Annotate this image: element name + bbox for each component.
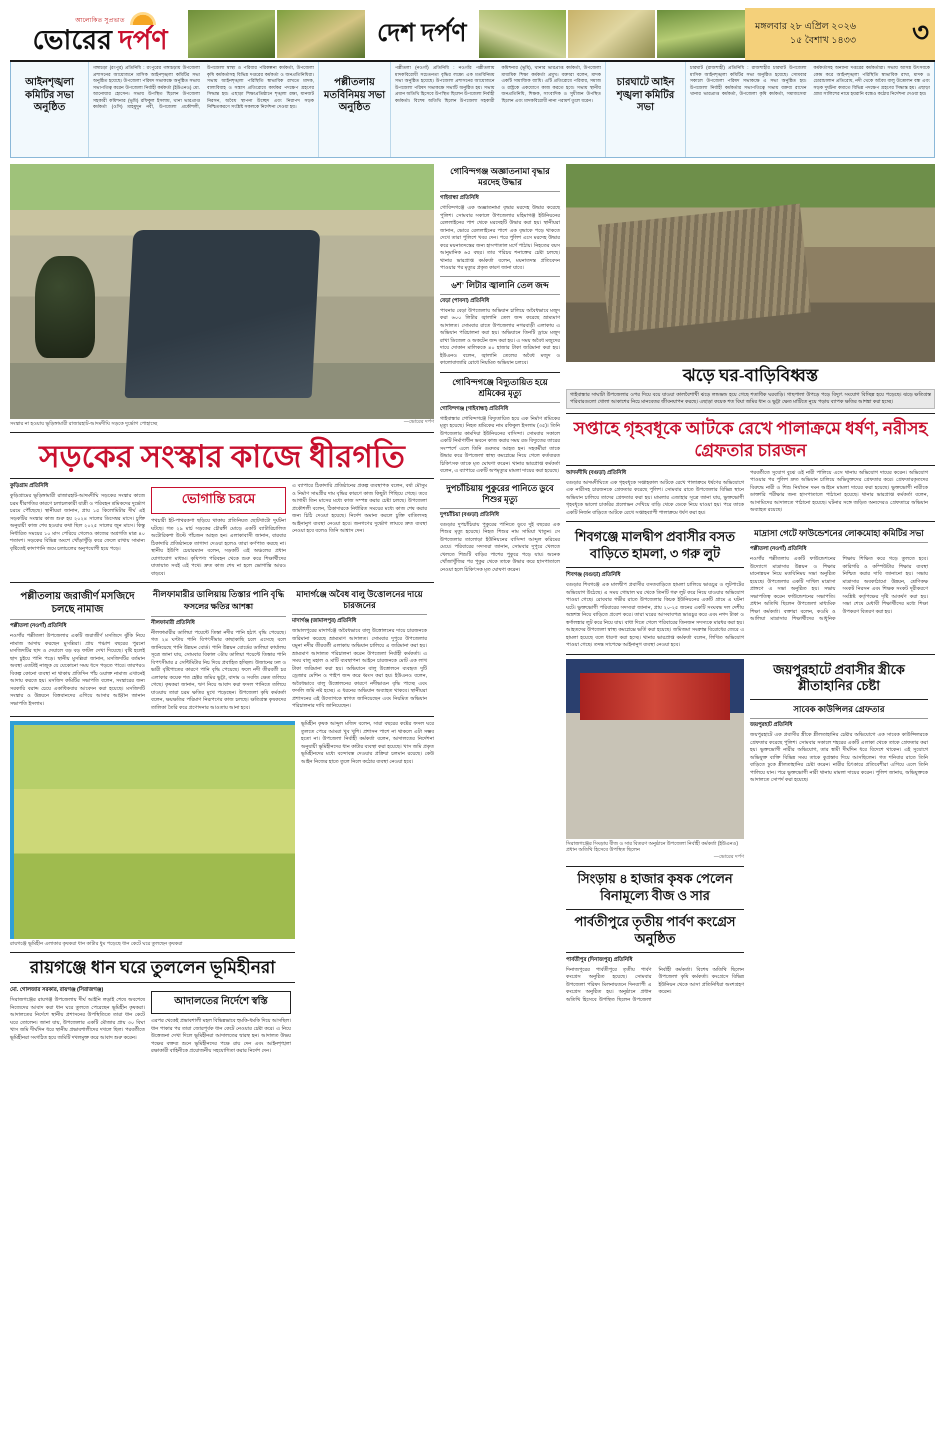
column-left — [10, 164, 434, 1056]
left-sub-stories — [10, 587, 434, 712]
sand-headline: মাদার্গঞ্জে অবৈধ বালু উত্তোলনের দায়ে চারজনের — [296, 589, 423, 611]
strip-photo-4 — [568, 10, 655, 58]
rape-story-body — [566, 470, 935, 518]
seed-photo-block — [566, 659, 744, 1005]
gobindaganj-body-byline: গাইবান্ধা প্রতিনিধি — [440, 195, 479, 202]
harvest-col3-block — [301, 721, 434, 1056]
strip-photo-2 — [277, 10, 364, 58]
section-title: দেশ দর্পণ — [376, 19, 467, 47]
strip-photo-5 — [657, 10, 744, 58]
teesta-byline: নীলফামারী প্রতিনিধি — [151, 619, 195, 626]
harvest-col1: সিরাজগঞ্জের রায়গঞ্জ উপজেলায় দীর্ঘ আইনি লড়াই শেষে অবশেষে নিজেদের আবাদ করা ধান ঘরে তুলতে পেরেছেন ভূমিহীন কৃষকরা। আদালতের নির্দেশে স্থানীয় প্রশাসনের উপস্থিতিতে তারা ধান কেটে ঘরে তোলেন। জানা যায়, উপজেলার একটি মৌজার প্রায় ৩০ বিঘা খাস জমি দীর্ঘদিন ধরে স্থানীয় প্রভাবশালীদের দখলে ছিল। পরবর্তীতে ভূমিহীনরা সংগঠিত হয়ে জমিটি দখলমুক্ত করে আবাদ শুরু করেন। — [10, 997, 145, 1041]
road-story-col2: পথচারী ইট-পাথরকণা ছড়িয়ে থাকায় প্রতিনিয়ত ছোটখাটো দুর্ঘটনা ঘটছে। গত ২৯ মার্চ সড়কের চৌরঙ্গী মোড়ে একটি ব্যাটারিচালিত অটোরিকশা উল্টে পাঁচজন আহত হন। এলাকাবাসী জানান, বারবার ঠিকাদারি প্রতিষ্ঠানকে তাগাদা দেওয়া হলেও তারা কর্ণপাত করছে না। স্থানীয় ইউপি চেয়ারম্যান বলেন, সড়কটি এই অঞ্চলের প্রধান যোগাযোগ মাধ্যম। কৃষিপণ্য পরিবহন থেকে শুরু করে শিক্ষার্থীদের যাতায়াত সবই এই পথে। দ্রুত কাজ শেষ না হলে ভোগান্তি আরও বাড়বে। — [151, 518, 286, 577]
pond-byline: দুপচাঁচিয়া (বগুড়া) প্রতিনিধি — [440, 511, 499, 518]
harvest-photo — [10, 721, 295, 939]
congress-headline: পার্বতীপুরে তৃতীয় পার্বণ কংগ্রেস অনুষ্ঠিত — [574, 913, 736, 946]
rape-story-col2: পরবর্তীতে সুযোগ বুঝে ওই নারী পালিয়ে এসে থানায় অভিযোগ দায়ের করেন। অভিযোগ পাওয়ার পর পুলিশ দ্রুত অভিযান চালিয়ে অভিযুক্তদের গ্রেফতার করে। গ্রেফতারকৃতদের বিরুদ্ধে নারী ও শিশু নির্যাতন দমন আইনে মামলা দায়ের করা হয়েছে। ভুক্তভোগী নারীকে ডাক্তারি পরীক্ষার জন্য হাসপাতালে পাঠানো হয়েছে। থানার ভারপ্রাপ্ত কর্মকর্তা বলেন, আসামিদের আদালতে পাঠানো হয়েছে। ঘটনার সঙ্গে জড়িত অন্যদেরও গ্রেফতারে অভিযান অব্যাহত রয়েছে। — [750, 469, 928, 514]
joypurhat-headline: জয়পুরহাটে প্রবাসীর স্ত্রীকে শ্লীতাহানির চেষ্টা — [773, 661, 905, 694]
brief-body-3 — [686, 62, 934, 157]
electrocution-body: গাইবান্ধার গোবিন্দগঞ্জে বিদ্যুতায়িত হয়ে এক নির্মাণ শ্রমিকের মৃত্যু হয়েছে। নিহত শ্রমিকের নাম রফিকুল ইসলাম (৩৫)। তিনি উপজেলার কামদিয়া ইউনিয়নের বাসিন্দা। সোমবার সকালে একটি নির্মাণাধীন ভবনে কাজ করার সময় রড বিদ্যুতের তারের সংস্পর্শে এলে তিনি গুরুতর আহত হন। সহকর্মীরা তাকে উদ্ধার করে উপজেলা স্বাস্থ্য কমপ্লেক্সে নিয়ে গেলে কর্তব্যরত চিকিৎসক তাকে মৃত ঘোষণা করেন। থানার ভারপ্রাপ্ত কর্মকর্তা বলেন, এ ব্যাপারে একটি অপমৃত্যুর মামলা দায়ের করা হয়েছে। — [440, 415, 560, 475]
storm-headline: ঝড়ে ঘর-বাড়িবিধ্বস্ত — [682, 366, 819, 385]
masthead-date-block — [745, 8, 935, 60]
storm-photo — [566, 164, 935, 362]
mosque-story — [10, 587, 145, 712]
brief-body-2 — [391, 62, 606, 157]
road-photo-credit: —ভোরের দর্পণ — [403, 419, 434, 425]
attack-headline: শিবগঞ্জে মালদ্বীপ প্রবাসীর বসত বাড়িতে হামলা, ৩ গরু লুট — [575, 529, 735, 562]
masthead-title-part2: দর্পণ — [111, 24, 168, 55]
attack-body: বগুড়ার শিবগঞ্জে এক মালদ্বীপ প্রবাসীর বসতবাড়িতে হামলা চালিয়ে ভাঙচুর ও লুটপাটের অভিযোগ উঠেছে। এ সময় গোয়াল ঘর থেকে তিনটি গরু লুট করে নিয়ে যাওয়ার অভিযোগ পাওয়া গেছে। রোববার গভীর রাতে উপজেলার কিচক ইউনিয়নের একটি গ্রামে এ ঘটনা ঘটে। ভুক্তভোগী পরিবারের সদস্যরা জানান, প্রায় ২০-২৫ জনের একটি সংঘবদ্ধ দল দেশীয় অস্ত্রশস্ত্র নিয়ে বাড়িতে প্রবেশ করে। তারা ঘরের আসবাবপত্র ভাঙচুর করে এবং নগদ টাকা ও স্বর্ণালঙ্কার লুট করে নিয়ে যায়। বাধা দিতে গেলে পরিবারের তিনজন সদস্যকে মারধর করা হয়। আহতদের উপজেলা স্বাস্থ্য কমপ্লেক্সে ভর্তি করা হয়েছে। জমিজমা সংক্রান্ত বিরোধের জেরে এ হামলা হয়েছে বলে ধারণা করা হচ্ছে। থানার ভারপ্রাপ্ত কর্মকর্তা বলেন, লিখিত অভিযোগ পাওয়া গেছে। তদন্ত সাপেক্ষে আইনানুগ ব্যবস্থা নেওয়া হবে। — [566, 582, 744, 649]
seed-distribution-photo — [566, 659, 744, 839]
joypurhat-byline: জয়পুরহাট প্রতিনিধি — [750, 722, 793, 729]
brief-body-1 — [89, 62, 319, 157]
masthead — [10, 8, 935, 62]
masthead-kicker: আলোকিত সুপ্রভাত — [75, 17, 125, 24]
congress-byline: পার্বতীপুর (দিনাজপুর) প্রতিনিধি — [566, 956, 633, 963]
masthead-logo — [10, 8, 188, 60]
mosque-body: নওগাঁর পল্লীতলা উপজেলার একটি জরাজীর্ণ মসজিদে ঝুঁকি নিয়ে নামাজ আদায় করছেন মুসল্লিরা। প্রায় পঞ্চাশ বছরের পুরনো মসজিদটির ছাদ ও দেয়ালে বড় বড় ফাটল দেখা দিয়েছে। বৃষ্টি হলেই ছাদ চুইয়ে পানি পড়ে। স্থানীয় মুসল্লিরা জানান, মসজিদটির বর্তমান অবস্থা এতটাই নাজুক যে যেকোনো সময় ধসে পড়তে পারে। তারপরও বিকল্প কোনো ব্যবস্থা না থাকায় প্রতিদিন পাঁচ ওয়াক্ত নামাজ এখানেই আদায় করতে হয়। মসজিদ কমিটির সভাপতি বলেন, সংস্কারের জন্য সরকারি বরাদ্দ চেয়ে একাধিকবার আবেদন করা হয়েছে। মসজিদটি সংস্কার ও উন্নয়নে বিত্তবানদের এগিয়ে আসার আহ্বান জানান সভাপতি ইসলাম। — [10, 633, 145, 707]
joypurhat-subheadline: সাবেক কাউন্সিলর গ্রেফতার — [793, 704, 885, 715]
page-number: ৩ — [912, 18, 929, 47]
brief-3-text: চারঘাট (রাজশাহী) প্রতিনিধি : রাজশাহীর চারঘাট উপজেলা মাসিক আইনশৃঙ্খলা কমিটির সভা অনুষ্ঠিত হয়েছে। সোমবার সকালে উপজেলা পরিষদ সভাকক্ষে এ সভা অনুষ্ঠিত হয়। উপজেলা নির্বাহী কর্মকর্তার সভাপতিত্বে সভায় বক্তব্য রাখেন থানার ভারপ্রাপ্ত কর্মকর্তা, উপজেলা কৃষি কর্মকর্তা, সমাজসেবা কর্মকর্তাসহ অন্যান্য দপ্তরের কর্মকর্তারা। সভায় আসন্ন উৎসবকে কেন্দ্র করে আইনশৃঙ্খলা পরিস্থিতি স্বাভাবিক রাখা, মাদক ও চোরাচালান প্রতিরোধ, নদী থেকে অবৈধ বালু উত্তোলন বন্ধ এবং সড়ক দুর্ঘটনা কমাতে বিভিন্ন পদক্ষেপ গ্রহণের সিদ্ধান্ত হয়। এছাড়া গ্রাম্য সালিশের নামে হয়রানি বন্ধেও কঠোর নির্দেশনা দেওয়া হয়। — [690, 65, 930, 97]
foundation-body: নওগাঁর পল্লীতলায় একটি ফাউন্ডেশনের উদ্যোগে মাদ্রাসার উন্নয়ন ও শিক্ষার মানোন্নয়ন নিয়ে মতবিনিময় সভা অনুষ্ঠিত হয়েছে। উপজেলার একটি দাখিল মাদ্রাসা প্রাঙ্গণে এ সভা অনুষ্ঠিত হয়। সভায় সভাপতিত্ব করেন ফাউন্ডেশনের সভাপতি। প্রধান অতিথি ছিলেন উপজেলা মাধ্যমিক শিক্ষা কর্মকর্তা। বক্তারা বলেন, কওমি ও আলিয়া মাদ্রাসার শিক্ষার্থীদের আধুনিক শিক্ষায় শিক্ষিত করে গড়ে তুলতে হবে। কারিগরি ও কম্পিউটার শিক্ষার ব্যবস্থা নিশ্চিত করার দাবি জানানো হয়। সভায় মাদ্রাসার অবকাঠামো উন্নয়ন, শ্রেণিকক্ষ সংকট নিরসন এবং শিক্ষক সংকট দূরীকরণে সংশ্লিষ্ট কর্তৃপক্ষের দৃষ্টি আকর্ষণ করা হয়। সভা শেষে মেধাবী শিক্ষার্থীদের মধ্যে শিক্ষা উপকরণ বিতরণ করা হয়। — [750, 556, 928, 623]
column-b — [440, 164, 560, 1056]
sand-story — [292, 587, 427, 712]
brief-headline-2 — [319, 62, 391, 157]
harvest-photo-block — [10, 721, 295, 1056]
seed-headline: সিংড়ায় ৪ হাজার কৃষক পেলেন বিনামূল্যে বীজ ও সার — [577, 871, 733, 903]
attack-story — [566, 526, 744, 649]
main-content — [10, 164, 935, 1056]
teesta-story — [151, 587, 286, 712]
road-story-subhead: ভোগান্তি চরমে — [151, 487, 286, 514]
brief-headline-3 — [606, 62, 686, 157]
harvest-col2: এরপর থেকেই প্রভাবশালী মহল বিভিন্নভাবে হুমকি-ধমকি দিয়ে আসছিল। ধান পাকার পর তারা জোরপূর্বক ধান কেটে নেওয়ার চেষ্টা করে। এ নিয়ে উত্তেজনা দেখা দিলে ভূমিহীনরা আদালতের দ্বারস্থ হন। আদালত উভয় পক্ষের বক্তব্য শুনে ভূমিহীনদের পক্ষে রায় দেন এবং আইনশৃঙ্খলা রক্ষাকারী বাহিনীকে প্রয়োজনীয় সহযোগিতা করার নির্দেশ দেন। — [151, 1018, 291, 1055]
masthead-title-part1: ভোরের — [32, 24, 112, 55]
road-story-body — [10, 483, 434, 578]
masthead-photo-strip — [188, 8, 745, 60]
road-story-col1: কুড়িগ্রামের ভূড়িঙ্গামারী রাজারহাট-আদমদীঘি সড়কের সংস্কার কাজে চরম ধীরগতির কারণে চলাচলকারী যাত্রী ও পরিবহন শ্রমিকদের দুর্ভোগ চরমে পৌঁছেছে। স্থানীয়রা জানান, প্রায় ১৫ কিলোমিটার দীর্ঘ এই সড়কটির সংস্কার কাজ শুরু হয় ২০২৪ সালের ডিসেম্বর মাসে। চুক্তি অনুযায়ী কাজ শেষ হওয়ার কথা ছিল ২০২৫ সালের জুন মাসে। কিন্তু নির্ধারিত সময়ের ১০ মাস পেরিয়ে গেলেও কাজের অগ্রগতি মাত্র ৪০ শতাংশ। সড়কের বিভিন্ন অংশে খোঁড়াখুঁড়ি করে ফেলে রাখায় সামান্য বৃষ্টিতেই কাদাপানি জমে চলাচলের অনুপযোগী হয়ে পড়ে। — [10, 493, 145, 552]
attack-byline: শিবগঞ্জ (বগুড়া) প্রতিনিধি — [566, 572, 621, 579]
congress-body: দিনাজপুরের পার্বতীপুরে তৃতীয় পার্বণ কংগ্রেস অনুষ্ঠিত হয়েছে। সোমবার উপজেলা পরিষদ মিলনায়তনে দিনব্যাপী এ কংগ্রেস অনুষ্ঠিত হয়। অনুষ্ঠানে প্রধান অতিথি হিসেবে উপস্থিত ছিলেন উপজেলা নির্বাহী কর্মকর্তা। বিশেষ অতিথি ছিলেন উপজেলা কৃষি কর্মকর্তা। কংগ্রেসে বিভিন্ন ইউনিয়ন থেকে আসা প্রতিনিধিরা অংশগ্রহণ করেন। — [566, 966, 744, 1003]
road-photo-caption: সংস্কার না হওয়ায় ভূড়িঙ্গামারী রাজারহাট-আদমদীঘি সড়কে দুর্ভোগ পোহাচ্ছে — [10, 421, 158, 427]
gobindaganj-body-text: গোবিন্দগঞ্জে এক অজ্ঞাতনামা বৃদ্ধার মরদেহ উদ্ধার করেছে পুলিশ। সোমবার সকালে উপজেলার মহিমাগঞ্জ ইউনিয়নের রেললাইনের পাশ থেকে মরদেহটি উদ্ধার করা হয়। স্থানীয়রা জানান, ভোরে রেললাইনের পাশে এক বৃদ্ধাকে পড়ে থাকতে দেখে তারা পুলিশে খবর দেন। পরে পুলিশ এসে মরদেহ উদ্ধার করে ময়নাতদন্তের জন্য হাসপাতাল মর্গে পাঠায়। নিহতের বয়স আনুমানিক ৬৫ বছর। তার পরিচয় শনাক্তের চেষ্টা চলছে। থানার ভারপ্রাপ্ত কর্মকর্তা বলেন, ময়নাতদন্ত প্রতিবেদন পাওয়ার পর মৃত্যুর প্রকৃত কারণ জানা যাবে। — [440, 205, 560, 272]
road-story-col3: এ ব্যাপারে ঠিকাদারি প্রতিষ্ঠানের প্রকল্প ব্যবস্থাপক বলেন, বর্ষা মৌসুম ও নির্মাণ সামগ্রীর দাম বৃদ্ধির কারণে কাজ কিছুটা পিছিয়ে গেছে। তবে আগামী তিন মাসের মধ্যে কাজ সম্পন্ন করার চেষ্টা চলছে। উপজেলা প্রকৌশলী বলেন, ঠিকাদারকে নির্ধারিত সময়ের মধ্যে কাজ শেষ করার জন্য চিঠি দেওয়া হয়েছে। নির্দেশ অমান্য করলে চুক্তি বাতিলসহ আইনানুগ ব্যবস্থা নেওয়া হবে। জনগণের দুর্ভোগ লাঘবে দ্রুত ব্যবস্থা নেওয়া হবে বলেও তিনি আশ্বাস দেন। — [292, 483, 427, 535]
seed-photo-caption: সিরাজগঞ্জের সিংড়ায় বীজ ও সার বিতরণ অনুষ্ঠানে উপজেলা নির্বাহী কর্মকর্তা (ইউএনও) প্রধান অতিথি হিসেবে উপস্থিত ছিলেন — [566, 840, 738, 854]
harvest-col3: ভূমিহীন কৃষক আব্দুল মজিদ বলেন, সারা বছরের কষ্টের ফসল ঘরে তুলতে পেরে আমরা খুব খুশি। প্রশাসন পাশে না থাকলে এটা সম্ভব হতো না। উপজেলা নির্বাহী কর্মকর্তা বলেন, আদালতের নির্দেশনা অনুযায়ী ভূমিহীনদের ধান কাটার ব্যবস্থা করা হয়েছে। খাস জমি প্রকৃত ভূমিহীনদের মধ্যে বন্দোবস্ত দেওয়ার প্রক্রিয়া চলমান রয়েছে। কেউ আইন নিজের হাতে তুলে নিলে কঠোর ব্যবস্থা নেওয়া হবে। — [301, 721, 434, 765]
teesta-subhead: ফসলের ক্ষতির আশঙ্কা — [183, 602, 254, 612]
fuel-headline: ৬শ' লিটার জ্বালানি তেল জব্দ — [451, 279, 549, 290]
teesta-headline: নীলফামারীর ডালিয়ায় তিস্তার পানি বৃদ্ধি — [152, 589, 285, 600]
road-story-headline: সড়কের সংস্কার কাজে ধীরগতি — [39, 438, 405, 474]
rape-story-byline: আদমদীঘি (বগুড়া) প্রতিনিধি — [566, 469, 627, 476]
joypurhat-body: জয়পুরহাটে এক প্রবাসীর স্ত্রীকে শ্লীলতাহানির চেষ্টার অভিযোগে এক সাবেক কাউন্সিলরকে গ্রেফতার করেছে পুলিশ। সোমবার সকালে শহরের একটি এলাকা থেকে তাকে গ্রেফতার করা হয়। ভুক্তভোগী নারীর অভিযোগ, তার স্বামী দীর্ঘদিন ধরে বিদেশে থাকেন। এই সুযোগে অভিযুক্ত ব্যক্তি বিভিন্ন সময় তাকে কুপ্রস্তাব দিয়ে আসছিলেন। গত শনিবার রাতে তিনি বাড়িতে ঢুকে শ্লীলতাহানির চেষ্টা করেন। নারীর চিৎকারে প্রতিবেশীরা এগিয়ে এলে তিনি পালিয়ে যান। পরে ভুক্তভোগী নারী থানায় মামলা দায়ের করেন। পুলিশ জানায়, অভিযুক্তকে আদালতে সোপর্দ করা হয়েছে। — [750, 732, 928, 784]
storm-caption: গাইবান্ধার সাঘাটা উপজেলার ওপর দিয়ে বয়ে যাওয়া কালবৈশাখী ঝড়ে লন্ডভন্ড হয়ে গেছে শতাধিক ঘরবাড়ি। গাছপালা উপড়ে পড়ে বিদ্যুৎ সংযোগ বিচ্ছিন্ন হয়ে পড়েছে। ঝড়ে ক্ষতিগ্রস্ত পরিবারগুলো খোলা আকাশের নিচে মানবেতর জীবনযাপন করছে। এছাড়া কয়েক শত বিঘা জমির ধান ও ভুট্টা ক্ষেত মাটিতে নুয়ে পড়ায় ব্যাপক ক্ষতির আশঙ্কা করা হচ্ছে। — [566, 389, 935, 409]
fuel-byline: বেড়া (পাবনা) প্রতিনিধি — [440, 297, 490, 304]
brief-headline-1 — [11, 62, 89, 157]
top-brief-band — [10, 62, 935, 158]
pond-headline: দুপচাঁচিয়ায় পুকুরের পানিতে ডুবে শিশুর মৃত্যু — [446, 482, 554, 504]
teesta-body: নীলফামারীর ডালিয়া পয়েন্টে তিস্তা নদীর পানি হঠাৎ বৃদ্ধি পেয়েছে। গত ২৪ ঘণ্টায় পানি বিপৎসীমার কাছাকাছি চলে এসেছে বলে জানিয়েছে পানি উন্নয়ন বোর্ড। পানি উন্নয়ন বোর্ডের ডালিয়া কার্যালয় সূত্রে জানা যায়, সোমবার বিকাল ৩টায় ডালিয়া পয়েন্টে তিস্তার পানি বিপৎসীমার ৫ সেন্টিমিটার নিচ দিয়ে প্রবাহিত হচ্ছিল। উজানের ঢল ও ভারী বৃষ্টিপাতের কারণে পানি বৃদ্ধি পেয়েছে। ফলে নদী তীরবর্তী চর এলাকার কয়েক শত হেক্টর জমির ভুট্টা, বাদাম ও সবজি ক্ষেত তলিয়ে গেছে। কৃষকরা জানান, ঋণ নিয়ে আবাদ করা ফসল পানিতে তলিয়ে যাওয়ায় তারা চরম ক্ষতির মুখে পড়েছেন। উপজেলা কৃষি কর্মকর্তা বলেন, ক্ষয়ক্ষতির পরিমাণ নিরূপণের কাজ চলছে। ক্ষতিগ্রস্ত কৃষকদের তালিকা তৈরি করে প্রণোদনার আওতায় আনা হবে। — [151, 629, 286, 711]
gobindaganj-body-headline: গোবিন্দগঞ্জ অজ্ঞাতনামা বৃদ্ধার মরদেহ উদ্ধার — [450, 166, 550, 188]
fuel-body: পাবনার বেড়া উপজেলায় অভিযান চালিয়ে অবৈধভাবে মজুদ করা ৬০০ লিটার জ্বালানি তেল জব্দ করেছে ভ্রাম্যমাণ আদালত। সোমবার রাতে উপজেলার নগরবাড়ী এলাকায় এ অভিযান পরিচালনা করা হয়। অভিযানে তিনটি ড্রামে মজুদ রাখা ডিজেল ও অকটেন জব্দ করা হয়। এ সময় অবৈধ মজুদের দায়ে দোকান মালিককে ৪০ হাজার টাকা জরিমানা করা হয়। ইউএনও বলেন, জ্বালানি তেলের অবৈধ মজুদ ও কালোবাজারি রোধে নিয়মিত অভিযান চলবে। — [440, 307, 560, 367]
date-group — [755, 20, 856, 49]
foundation-headline: মাদ্রাসা গেটে ফাউন্ডেশনের লোকমোহা কমিটির সভা — [754, 528, 924, 539]
strip-photo-1 — [188, 10, 275, 58]
date-gregorian: মঙ্গলবার ২৮ এপ্রিল ২০২৬ — [755, 20, 857, 32]
electrocution-headline: গোবিন্দগঞ্জে বিদ্যুতায়িত হয়ে শ্রমিকের মৃত্যু — [452, 376, 548, 398]
rape-story-col1: বগুড়ার আদমদীঘিতে এক গৃহবধূকে সপ্তাহকাল আটকে রেখে পালাক্রমে ধর্ষণের অভিযোগে এক নারীসহ চারজনকে গ্রেফতার করেছে পুলিশ। সোমবার রাতে উপজেলার বিভিন্ন স্থানে অভিযান চালিয়ে তাদের গ্রেফতার করা হয়। মামলার এজাহার সূত্রে জানা যায়, ভুক্তভোগী গৃহবধূকে ভালো চাকরির প্রলোভন দেখিয়ে বাড়ি থেকে ডেকে নিয়ে যাওয়া হয়। পরে তাকে একটি নির্জন বাড়িতে আটকে রেখে সপ্তাহব্যাপী পালাক্রমে ধর্ষণ করা হয়। — [566, 479, 744, 516]
masthead-title — [12, 24, 188, 55]
harvest-byline: মো. গোলজার সরকার, রায়গঞ্জ (সিরাজগঞ্জ) — [10, 987, 104, 994]
joypurhat-story — [750, 659, 928, 1005]
mosque-byline: পল্লীতলা (নওগাঁ) প্রতিনিধি — [10, 623, 67, 630]
brief-2-text: পল্লীতলা (নওগাঁ) প্রতিনিধি : নওগাঁর পল্লীতলায় মাদকবিরোধী সচেতনতা বৃদ্ধির লক্ষ্যে এক মতবিনিময় সভা অনুষ্ঠিত হয়েছে। উপজেলা প্রশাসনের আয়োজনে উপজেলা পরিষদ সভাকক্ষে সভাটি অনুষ্ঠিত হয়। সভায় প্রধান অতিথি হিসেবে উপস্থিত ছিলেন উপজেলা নির্বাহী কর্মকর্তা। বিশেষ অতিথি ছিলেন উপজেলা সহকারী কমিশনার (ভূমি), থানার ভারপ্রাপ্ত কর্মকর্তা, উপজেলা মাধ্যমিক শিক্ষা কর্মকর্তা প্রমুখ। বক্তারা বলেন, মাদক একটি সামাজিক ব্যাধি। এটি প্রতিরোধে পরিবার, সমাজ ও রাষ্ট্রকে একযোগে কাজ করতে হবে। সভায় স্থানীয় জনপ্রতিনিধি, শিক্ষক, সাংবাদিক ও সুধীজন উপস্থিত ছিলেন এবং মাদকবিরোধী নানা পরামর্শ তুলে ধরেন। — [395, 65, 601, 103]
pond-body: বগুড়ার দুপচাঁচিয়ায় পুকুরের পানিতে ডুবে দুই বছরের এক শিশুর মৃত্যু হয়েছে। নিহত শিশুর নাম সামিয়া খাতুন। সে উপজেলার তালোড়া ইউনিয়নের বাসিন্দা আব্দুল করিমের মেয়ে। পরিবারের সদস্যরা জানান, সোমবার দুপুরে খেলতে খেলতে শিশুটি বাড়ির পাশের পুকুরে পড়ে যায়। অনেক খোঁজাখুঁজির পর পুকুর থেকে তাকে উদ্ধার করে হাসপাতালে নেওয়া হলে চিকিৎসক মৃত ঘোষণা করেন। — [440, 521, 560, 573]
strip-photo-3 — [479, 10, 566, 58]
mosque-headline: পল্লীতলায় জরাজীর্ণ মসজিদে চলছে নামাজ — [20, 591, 135, 616]
brief-3-title: চারঘাটে আইন শৃঙ্খলা কমিটির সভা — [616, 77, 675, 113]
sand-body: জামালপুরের মাদার্গঞ্জে অবৈধভাবে বালু উত্তোলনের দায়ে চারজনকে জরিমানা করেছে ভ্রাম্যমাণ আদালত। সোমবার দুপুরে উপজেলার যমুনা নদীর তীরবর্তী এলাকায় অভিযান চালিয়ে এ জরিমানা করা হয়। ভ্রাম্যমাণ আদালত পরিচালনা করেন উপজেলা নির্বাহী কর্মকর্তা। এ সময় বালু মহাল ও মাটি ব্যবস্থাপনা আইনে চারজনকে মোট এক লাখ টাকা জরিমানা করা হয়। অভিযানে বালু উত্তোলনে ব্যবহৃত দুটি ড্রেজার মেশিন ও পাইপ জব্দ করে ধ্বংস করা হয়। ইউএনও বলেন, অবৈধভাবে বালু উত্তোলনের কারণে নদীভাঙন বৃদ্ধি পাচ্ছে এবং ফসলি জমি নষ্ট হচ্ছে। এ ধরনের অভিযান অব্যাহত থাকবে। স্থানীয়রা প্রশাসনের এই উদ্যোগকে স্বাগত জানিয়েছেন এবং নিয়মিত অভিযান পরিচালনার দাবি জানিয়েছেন। — [292, 628, 427, 710]
harvest-headline: রায়গঞ্জে ধান ঘরে তুললেন ভূমিহীনরা — [29, 958, 276, 978]
brief-1-text: গঙ্গাচড়া (রংপুর) প্রতিনিধি : রংপুরের গঙ্গাচড়ায় উপজেলা প্রশাসনের আয়োজনে মাসিক আইনশৃঙ্খলা কমিটির সভা অনুষ্ঠিত হয়েছে। উপজেলা পরিষদ সভাকক্ষে অনুষ্ঠিত সভায় সভাপতিত্ব করেন উপজেলা নির্বাহী কর্মকর্তা (ইউএনও) মো. আনোয়ার হোসেন। সভায় উপস্থিত ছিলেন উপজেলা সহকারী কমিশনার (ভূমি) রফিকুল ইসলাম, থানা ভারপ্রাপ্ত কর্মকর্তা (ওসি) মাহমুদুন নবী, উপজেলা প্রকৌশলী, উপজেলা স্বাস্থ্য ও পরিবার পরিকল্পনা কর্মকর্তা, উপজেলা কৃষি কর্মকর্তাসহ বিভিন্ন দপ্তরের কর্মকর্তা ও জনপ্রতিনিধিরা। সভায় আইনশৃঙ্খলা পরিস্থিতি স্বাভাবিক রাখতে মাদক, বাল্যবিবাহ ও সন্ত্রাস প্রতিরোধে কার্যকর পদক্ষেপ গ্রহণের সিদ্ধান্ত হয়। এছাড়া শিক্ষাপ্রতিষ্ঠানে শৃঙ্খলা রক্ষা, যানজট নিরসন, অবৈধ স্থাপনা উচ্ছেদ এবং নিরাপদ সড়ক নিশ্চিতকরণে সংশ্লিষ্ট সকলকে নির্দেশনা দেওয়া হয়। — [93, 65, 314, 110]
harvest-photo-caption: রায়গঞ্জে ভূমিহীন এলাকার কৃষকরা ধান কাটার ধুম পড়েছে ধান কেটে ঘরে তুলছেন কৃষকরা — [10, 941, 183, 948]
road-photo — [10, 164, 434, 419]
brief-2-title: পল্লীতলায় মতবিনিময় সভা অনুষ্ঠিত — [323, 77, 386, 113]
date-bangla: ১৫ বৈশাখ ১৪৩৩ — [789, 35, 857, 46]
brief-1-title: আইনশৃঙ্খলা কমিটির সভা অনুষ্ঠিত — [25, 77, 74, 113]
road-story-byline: কুড়িগ্রাম প্রতিনিধি — [10, 483, 49, 490]
foundation-byline: পল্লীতলা (নওগাঁ) প্রতিনিধি — [750, 546, 807, 553]
sand-byline: মাদার্গঞ্জ (জামালপুর) প্রতিনিধি — [292, 618, 357, 625]
foundation-story — [750, 526, 928, 649]
rape-story-headline: সপ্তাহে গৃহবধূকে আটকে রেখে পালাক্রমে ধর্ষণ, নরীসহ গ্রেফতার চারজন — [573, 419, 928, 460]
electrocution-byline: গোবিন্দগঞ্জ (গাইবান্ধা) প্রতিনিধি — [440, 405, 509, 412]
column-right-block — [566, 164, 935, 1056]
seed-photo-credit: —ভোরের দর্পণ — [713, 854, 744, 861]
harvest-subbox: আদালতের নির্দেশে স্বস্তি — [151, 991, 291, 1014]
